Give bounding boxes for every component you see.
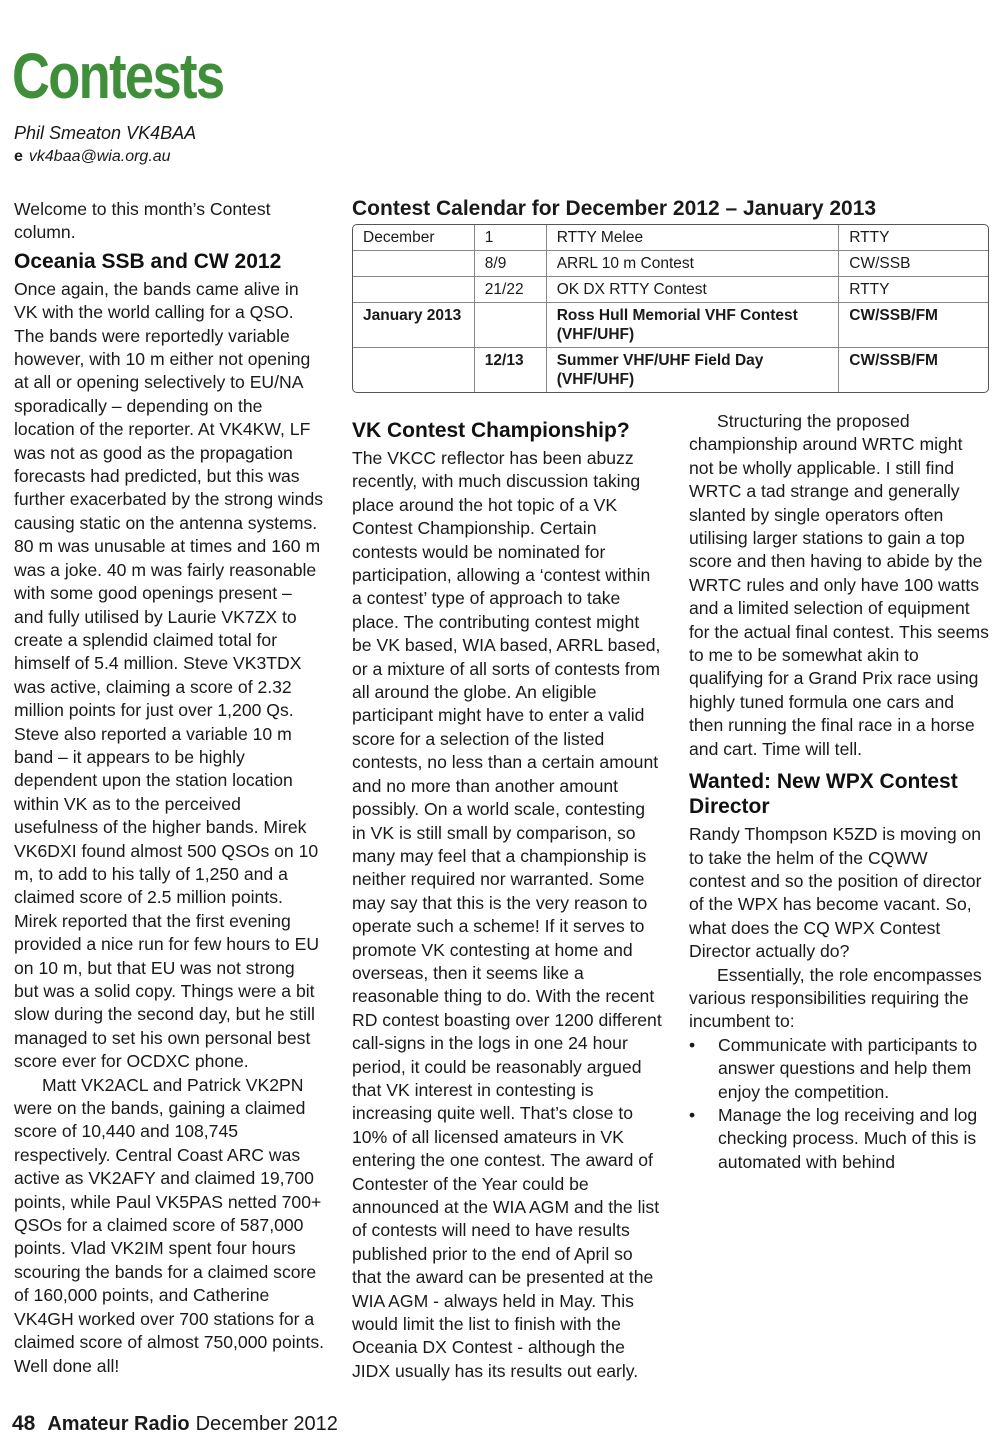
- list-item: • Manage the log receiving and log checking process. Much of this is automated with behind: [689, 1104, 989, 1174]
- date-cell: 8/9: [475, 251, 547, 277]
- page-title: Contests: [12, 40, 224, 112]
- table-row: [353, 251, 988, 277]
- paragraph-wpx-1: Randy Thompson K5ZD is moving on to take the helm of the CQWW contest and so the position of director of the WPX has become vacant. So, what does the CQ WPX Contest Director actually do?: [689, 824, 982, 962]
- mode-cell: CW/SSB/FM: [839, 303, 988, 348]
- contest-cell: RTTY Melee: [547, 225, 840, 251]
- table-row: [353, 277, 988, 303]
- issue-date: December 2012: [195, 1413, 338, 1435]
- mode-cell: CW/SSB/FM: [849, 352, 938, 369]
- author-email: [14, 146, 171, 168]
- column-2: [352, 410, 662, 1383]
- date-cell: [475, 303, 547, 348]
- date-cell: 12/13: [475, 348, 547, 392]
- date-cell: 1: [475, 225, 547, 251]
- page-footer: [12, 1411, 338, 1437]
- column-3: [689, 410, 989, 1174]
- paragraph-oceania-1: Once again, the bands came alive in VK with the world calling for a QSO. The bands were reportedly variable however, with 10 m either not opening at all or opening selectively to EU/NA sporadically – depending on the location of the reporter. At VK4KW, LF was not as good as the propagation forecasts had predicted, but this was further exacerbated by the strong winds causing static on the antenna systems. 80 m was unusable at times and 160 m was a joke. 40 m was fairly reasonable with some good openings present – and fully utilised by Laurie VK7ZX to create a splendid claimed total for himself of 5.4 million. Steve VK3TDX was active, claiming a score of 2.32 million points for just over 1,200 Qs. Steve also reported a variable 10 m band – it appears to be highly dependent upon the station location within VK as to the perceived usefulness of the higher bands. Mirek VK6DXI found almost 500 QSOs on 10 m, to add to his tally of 1,250 and a claimed score of 2.5 million points. Mirek reported that the first evening provided a nice run for few hours to EU on 10 m, but that EU was not strong but was a solid copy. Things were a bit slow during the second day, but he still managed to set his own personal best score ever for OCDXC phone.: [14, 278, 324, 1072]
- paragraph-wpx-2: Essentially, the role encompasses various responsibilities requiring the incumbent to:: [689, 964, 982, 1032]
- table-row: [353, 225, 988, 251]
- month-cell: [353, 348, 475, 392]
- table-row: [353, 348, 988, 392]
- heading-championship: VK Contest Championship?: [352, 419, 630, 442]
- author-name: Phil Smeaton VK4BAA: [14, 123, 197, 143]
- contest-cell: ARRL 10 m Contest: [547, 251, 840, 277]
- responsibility-list: [689, 1034, 989, 1174]
- table-row: [353, 303, 988, 348]
- contest-cell: Summer VHF/UHF Field Day (VHF/UHF): [547, 348, 840, 392]
- email-address: vk4baa@wia.org.au: [28, 148, 171, 165]
- date-cell: 21/22: [475, 277, 547, 303]
- mode-cell: RTTY: [839, 225, 988, 251]
- month-cell: [353, 251, 475, 277]
- magazine-name: Amateur Radio: [47, 1413, 190, 1435]
- heading-wpx: Wanted: New WPX Contest Director: [689, 770, 958, 819]
- contest-calendar-table: [352, 224, 989, 393]
- email-prefix: e: [14, 148, 23, 165]
- paragraph-championship-1: The VKCC reflector has been abuzz recently, with much discussion taking place around the hot topic of a VK Contest Championship. Certain contests would be nominated for participation, allowing a ‘contest within a contest’ type of approach to take place. The contributing contest might be VK based, WIA based, ARRL based, or a mixture of all sorts of contests from all around the globe. An eligible participant might have to enter a valid score for a selection of the listed contests, no less than a certain amount and no more than another amount possibly. On a world scale, contesting in VK is still small by comparison, so many may feel that a championship is neither required nor warranted. Some may say that this is the very reason to operate such a scheme! If it serves to promote VK contesting at home and overseas, then it seems like a reasonable thing to do. With the recent RD contest boasting over 1200 different call-signs in the logs in one 24 hour period, it could be reasonably argued that VK interest in contesting is increasing quite well. That’s close to 10% of all licensed amateurs in VK entering the one contest. The award of Contester of the Year could be announced at the WIA AGM and the list of contests will need to have results published prior to the end of April so that the award can be presented at the WIA AGM - always held in May. This would limit the list to finish with the Oceania DX Contest - although the JIDX usually has its results out early.: [352, 448, 662, 1381]
- page-number: 48: [12, 1412, 36, 1435]
- list-item: • Communicate with participants to answer questions and help them enjoy the competition.: [689, 1034, 989, 1104]
- contest-cell: Ross Hull Memorial VHF Contest (VHF/UHF): [547, 303, 840, 348]
- intro-paragraph: Welcome to this month’s Contest column.: [14, 199, 271, 243]
- heading-oceania: Oceania SSB and CW 2012: [14, 249, 282, 273]
- mode-cell: RTTY: [839, 277, 988, 303]
- month-cell: December: [353, 225, 475, 251]
- column-1: [14, 198, 324, 1378]
- mode-cell: CW/SSB: [839, 251, 988, 277]
- month-cell: [353, 277, 475, 303]
- calendar-title: Contest Calendar for December 2012 – January 2013: [352, 197, 877, 220]
- month-cell: January 2013: [353, 303, 475, 348]
- paragraph-championship-2: Structuring the proposed championship around WRTC might not be wholly applicable. I still find WRTC a tad strange and generally slanted by single operators often utilising larger stations to gain a top score and then having to abide by the WRTC rules and only have 100 watts and a limited selection of equipment for the actual final contest. This seems to me to be somewhat akin to qualifying for a Grand Prix race using highly tuned formula one cars and then running the final race in a horse and cart. Time will tell.: [689, 411, 989, 759]
- paragraph-oceania-2: Matt VK2ACL and Patrick VK2PN were on the bands, gaining a claimed score of 10,440 and 108,745 respectively. Central Coast ARC was active as VK2AFY and claimed 19,700 points, while Paul VK5PAS netted 700+ QSOs for a claimed score of 587,000 points. Vlad VK2IM spent four hours scouring the bands for a claimed score of 160,000 points, and Catherine VK4GH worked over 700 stations for a claimed score of almost 750,000 points. Well done all!: [14, 1074, 325, 1376]
- contest-cell: OK DX RTTY Contest: [547, 277, 840, 303]
